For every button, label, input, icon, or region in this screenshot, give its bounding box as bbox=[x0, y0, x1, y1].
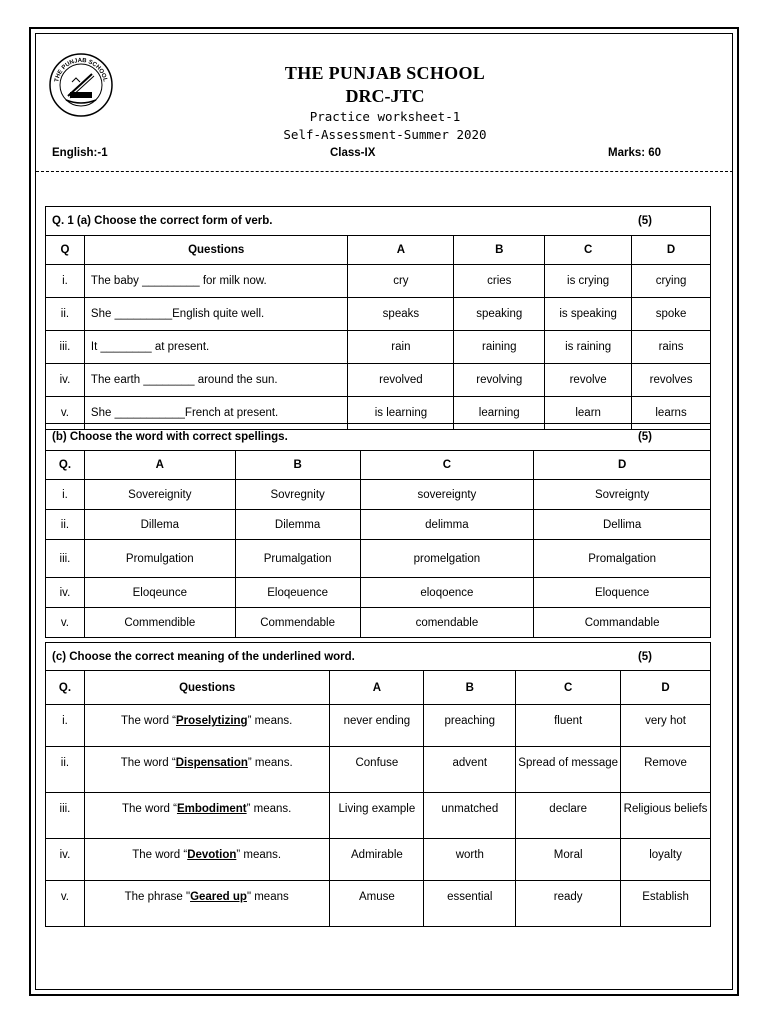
row-number: iv. bbox=[46, 364, 85, 397]
option-c: Moral bbox=[516, 839, 621, 881]
question-suffix: ” means. bbox=[236, 849, 282, 861]
question-text: The baby _________ for milk now. bbox=[84, 265, 348, 298]
option-c: delimma bbox=[360, 510, 534, 540]
dashed-divider bbox=[36, 171, 733, 172]
option-b: essential bbox=[424, 881, 516, 927]
table-row bbox=[46, 608, 711, 638]
option-a: Living example bbox=[330, 793, 424, 839]
option-b: Commendable bbox=[235, 608, 360, 638]
section-b-marks: (5) bbox=[637, 431, 652, 443]
option-c: declare bbox=[516, 793, 621, 839]
option-c: Spread of message bbox=[516, 747, 621, 793]
option-a: Sovereignity bbox=[84, 480, 235, 510]
question-suffix: ” means. bbox=[246, 803, 292, 815]
section-c-title: (c) Choose the correct meaning of the underlined word. bbox=[52, 650, 355, 663]
option-d: Commandable bbox=[534, 608, 711, 638]
option-c: is crying bbox=[545, 265, 632, 298]
col-header: Q. bbox=[46, 671, 85, 705]
option-d: spoke bbox=[632, 298, 711, 331]
question-suffix: ” means. bbox=[247, 715, 293, 727]
campus-name: DRC-JTC bbox=[345, 86, 425, 106]
row-number: i. bbox=[46, 705, 85, 747]
option-b: Prumalgation bbox=[235, 540, 360, 578]
question-suffix: ” means. bbox=[247, 757, 293, 769]
option-d: very hot bbox=[621, 705, 711, 747]
section-heading bbox=[46, 424, 711, 451]
option-b: revolving bbox=[454, 364, 545, 397]
logo-text: THE PUNJAB SCHOOL bbox=[54, 57, 108, 83]
option-c: learn bbox=[545, 397, 632, 430]
table-row bbox=[46, 793, 711, 839]
question-prefix: The phrase " bbox=[124, 891, 191, 903]
col-header: B bbox=[235, 451, 360, 480]
row-number: iii. bbox=[46, 793, 85, 839]
row-number: i. bbox=[46, 480, 85, 510]
question-prefix: The word “ bbox=[132, 849, 188, 861]
row-number: ii. bbox=[46, 747, 85, 793]
option-b: worth bbox=[424, 839, 516, 881]
section-a-title: Q. 1 (a) Choose the correct form of verb. bbox=[52, 215, 273, 227]
option-d: Dellima bbox=[534, 510, 711, 540]
col-header: Q bbox=[46, 236, 85, 265]
table-header-row bbox=[46, 451, 711, 480]
option-a: never ending bbox=[330, 705, 424, 747]
col-header: D bbox=[534, 451, 711, 480]
option-c: revolve bbox=[545, 364, 632, 397]
underlined-word: Geared up bbox=[190, 891, 247, 903]
meaning-table bbox=[45, 642, 711, 927]
option-b: learning bbox=[454, 397, 545, 430]
option-c: comendable bbox=[360, 608, 534, 638]
option-c: promelgation bbox=[360, 540, 534, 578]
table-header-row bbox=[46, 671, 711, 705]
option-b: Eloqeuence bbox=[235, 578, 360, 608]
table-row bbox=[46, 265, 711, 298]
option-a: Admirable bbox=[330, 839, 424, 881]
table-row bbox=[46, 331, 711, 364]
table-row bbox=[46, 881, 711, 927]
option-b: Sovregnity bbox=[235, 480, 360, 510]
question-prefix: The word “ bbox=[122, 803, 177, 815]
option-d: Religious beliefs bbox=[621, 793, 711, 839]
table-row bbox=[46, 510, 711, 540]
underlined-word: Dispensation bbox=[175, 757, 248, 769]
col-header: Questions bbox=[84, 236, 348, 265]
option-d: Eloquence bbox=[534, 578, 711, 608]
option-c: eloqoence bbox=[360, 578, 534, 608]
option-a: Commendible bbox=[84, 608, 235, 638]
option-c: sovereignty bbox=[360, 480, 534, 510]
option-d: revolves bbox=[632, 364, 711, 397]
spelling-table bbox=[45, 423, 711, 638]
question-text bbox=[84, 839, 330, 881]
option-c: is raining bbox=[545, 331, 632, 364]
underlined-word: Proselytizing bbox=[176, 715, 248, 727]
question-prefix: The word “ bbox=[120, 757, 176, 769]
question-text bbox=[84, 793, 330, 839]
option-b: advent bbox=[424, 747, 516, 793]
option-b: cries bbox=[454, 265, 545, 298]
row-number: v. bbox=[46, 397, 85, 430]
row-number: ii. bbox=[46, 510, 85, 540]
question-text: The earth ________ around the sun. bbox=[84, 364, 348, 397]
option-a: revolved bbox=[348, 364, 454, 397]
worksheet-title: Practice worksheet-1 bbox=[309, 109, 461, 124]
question-text: She _________English quite well. bbox=[84, 298, 348, 331]
question-text: She ___________French at present. bbox=[84, 397, 348, 430]
option-c: is speaking bbox=[545, 298, 632, 331]
assessment-title: Self-Assessment-Summer 2020 bbox=[283, 127, 487, 142]
option-d: Remove bbox=[621, 747, 711, 793]
col-header: B bbox=[424, 671, 516, 705]
marks-label: Marks: 60 bbox=[608, 147, 662, 159]
school-name: THE PUNJAB SCHOOL bbox=[284, 63, 486, 83]
option-d: Establish bbox=[621, 881, 711, 927]
col-header: D bbox=[621, 671, 711, 705]
table-row bbox=[46, 540, 711, 578]
subject-label: English:-1 bbox=[52, 147, 108, 159]
option-a: is learning bbox=[348, 397, 454, 430]
question-prefix: The word “ bbox=[121, 715, 176, 727]
option-a: Promulgation bbox=[84, 540, 235, 578]
col-header: C bbox=[545, 236, 632, 265]
section-c-marks: (5) bbox=[637, 650, 652, 663]
col-header: C bbox=[516, 671, 621, 705]
table-header-row bbox=[46, 236, 711, 265]
option-b: unmatched bbox=[424, 793, 516, 839]
col-header: B bbox=[454, 236, 545, 265]
col-header: A bbox=[84, 451, 235, 480]
section-heading bbox=[46, 643, 711, 671]
row-number: ii. bbox=[46, 298, 85, 331]
option-d: learns bbox=[632, 397, 711, 430]
question-text bbox=[84, 705, 330, 747]
option-d: loyalty bbox=[621, 839, 711, 881]
question-text: It ________ at present. bbox=[84, 331, 348, 364]
verb-form-table bbox=[45, 206, 711, 430]
option-d: rains bbox=[632, 331, 711, 364]
option-a: Amuse bbox=[330, 881, 424, 927]
option-a: Confuse bbox=[330, 747, 424, 793]
row-number: iv. bbox=[46, 578, 85, 608]
option-a: Eloqeunce bbox=[84, 578, 235, 608]
table-row bbox=[46, 705, 711, 747]
option-b: raining bbox=[454, 331, 545, 364]
option-b: preaching bbox=[424, 705, 516, 747]
table-row bbox=[46, 298, 711, 331]
section-a-marks: (5) bbox=[637, 215, 652, 227]
row-number: i. bbox=[46, 265, 85, 298]
underlined-word: Devotion bbox=[187, 849, 237, 861]
option-a: Dillema bbox=[84, 510, 235, 540]
table-row bbox=[46, 480, 711, 510]
class-label: Class-IX bbox=[330, 147, 376, 159]
section-b-title: (b) Choose the word with correct spellings. bbox=[52, 431, 288, 443]
option-b: Dilemma bbox=[235, 510, 360, 540]
underlined-word: Embodiment bbox=[176, 803, 247, 815]
question-suffix: " means bbox=[246, 891, 289, 903]
option-a: rain bbox=[348, 331, 454, 364]
option-a: cry bbox=[348, 265, 454, 298]
col-header: D bbox=[632, 236, 711, 265]
question-text bbox=[84, 881, 330, 927]
col-header: Questions bbox=[84, 671, 330, 705]
row-number: iii. bbox=[46, 331, 85, 364]
option-d: crying bbox=[632, 265, 711, 298]
row-number: v. bbox=[46, 881, 85, 927]
option-c: fluent bbox=[516, 705, 621, 747]
row-number: iii. bbox=[46, 540, 85, 578]
table-row bbox=[46, 364, 711, 397]
question-text bbox=[84, 747, 330, 793]
col-header: C bbox=[360, 451, 534, 480]
table-row bbox=[46, 747, 711, 793]
option-a: speaks bbox=[348, 298, 454, 331]
option-d: Promalgation bbox=[534, 540, 711, 578]
col-header: A bbox=[330, 671, 424, 705]
col-header: A bbox=[348, 236, 454, 265]
option-d: Sovreignty bbox=[534, 480, 711, 510]
row-number: iv. bbox=[46, 839, 85, 881]
table-row bbox=[46, 578, 711, 608]
option-c: ready bbox=[516, 881, 621, 927]
section-heading bbox=[46, 207, 711, 236]
row-number: v. bbox=[46, 608, 85, 638]
col-header: Q. bbox=[46, 451, 85, 480]
table-row bbox=[46, 839, 711, 881]
option-b: speaking bbox=[454, 298, 545, 331]
